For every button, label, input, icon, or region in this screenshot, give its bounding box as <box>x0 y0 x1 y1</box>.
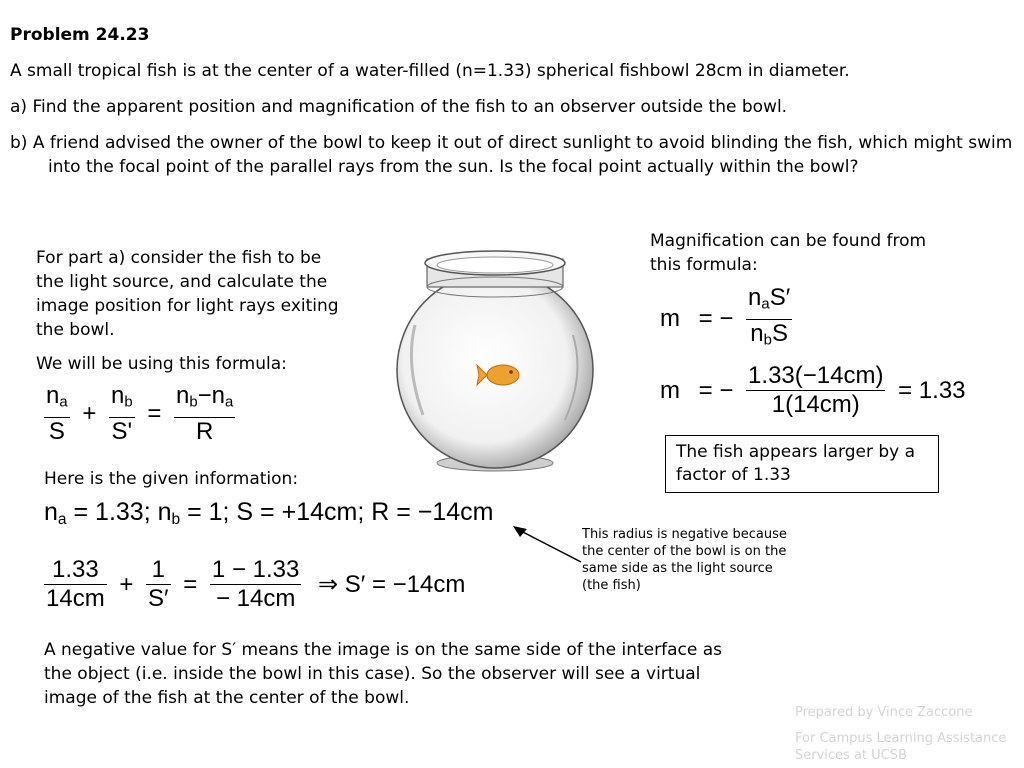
result-box: The fish appears larger by a factor of 1.33 <box>665 435 939 493</box>
formula-intro: We will be using this formula: <box>36 354 287 374</box>
footer-affiliation: For Campus Learning Assistance Services at UCSB <box>795 731 1007 763</box>
given-values: $n_a = 1.33$; $n_b = 1$; S = +14cm; R = −14cm <box>44 498 494 528</box>
problem-statement: A small tropical fish is at the center of a water-filled (n=1.33) spherical fishbowl 28cm in diameter. <box>10 61 850 81</box>
magnification-intro: Magnification can be found from this formula: <box>650 231 927 275</box>
radius-annotation: This radius is negative because the center of the bowl is on the same side as the light source (the fish) <box>582 527 787 593</box>
part-a-intro: For part a) consider the fish to be the light source, and calculate the image position for light rays exiting the bowl. <box>36 248 339 340</box>
fishbowl-image <box>375 245 615 475</box>
problem-part-a: a) Find the apparent position and magnification of the fish to an observer outside the bowl. <box>10 97 788 117</box>
magnification-calculation: m = − $\frac{1.33(-14cm)}{1(14cm)}$ = 1.33 <box>660 362 966 418</box>
problem-part-b: b) A friend advised the owner of the bowl to keep it out of direct sunlight to avoid blinding the fish, which might swim into the focal point of the parallel rays from the sun. Is the focal point actually within the bowl? <box>10 133 1013 177</box>
annotation-arrow-icon <box>505 520 585 565</box>
calculation: $\frac{1.33}{14cm}$ + $\frac{1}{S'}$ = $\frac{1 - 1.33}{- 14cm}$ ⇒ S′ = −14cm <box>46 556 466 612</box>
magnification-formula: m = − $\frac{n_aS'}{n_bS}$ <box>660 284 791 349</box>
conclusion: A negative value for S′ means the image is on the same side of the interface as the object (i.e. inside the bowl in this case). So the observer will see a virtual image of the fish at the center of the bowl. <box>44 640 722 708</box>
problem-title: Problem 24.23 <box>10 25 150 45</box>
given-intro: Here is the given information: <box>44 469 299 489</box>
footer-credit: Prepared by Vince Zaccone <box>795 705 973 720</box>
refraction-formula: $\frac{n_a}{S}$ + $\frac{n_b}{S'}$ = $\frac{n_b-n_a}{R}$ <box>46 382 234 445</box>
